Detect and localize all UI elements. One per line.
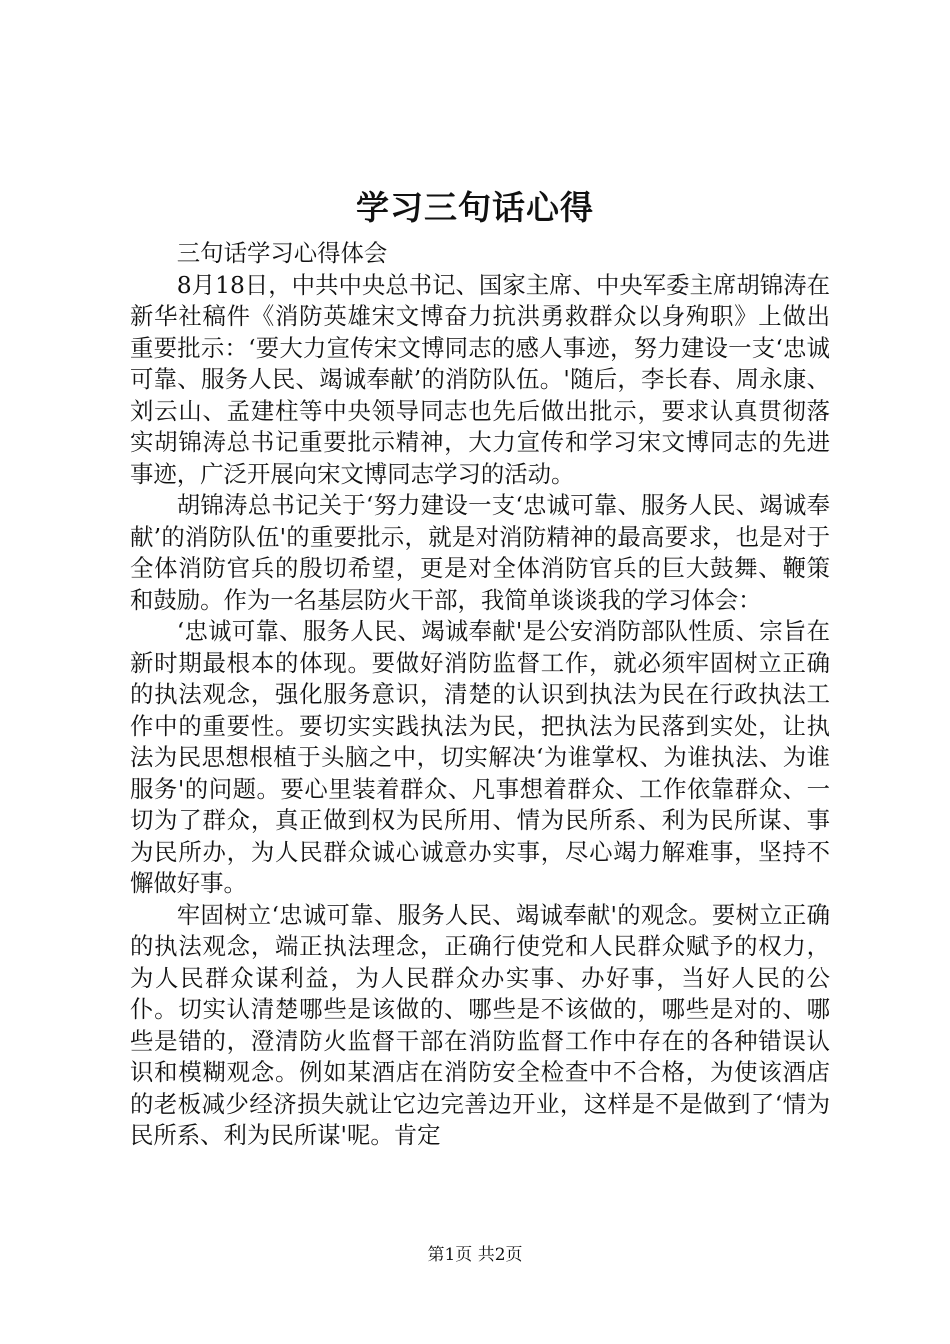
paragraph-3: ‘忠诚可靠、服务人民、竭诚奉献'是公安消防部队性质、宗旨在新时期最根本的体现。要做好消防监督工作，就必须牢固树立正确的执法观念，强化服务意识，清楚的认识到执法为民在行政执法工作中的重要性。要切实实践执法为民，把执法为民落到实处，让执法为民思想根植于头脑之中，切实解决‘为谁掌权、为谁执法、为谁服务'的问题。要心里装着群众、凡事想着群众、工作依靠群众、一切为了群众，真正做到权为民所用、情为民所系、利为民所谋、事为民所办，为人民群众诚心诚意办实事，尽心竭力解难事，坚持不懈做好事。: [130, 617, 830, 897]
document-title: 学习三句话心得: [356, 188, 594, 227]
paragraph-4: 牢固树立‘忠诚可靠、服务人民、竭诚奉献'的观念。要树立正确的执法观念，端正执法理念，正确行使党和人民群众赋予的权力，为人民群众谋利益，为人民群众办实事、办好事，当好人民的公仆。切实认清楚哪些是该做的、哪些是不该做的，哪些是对的、哪些是错的，澄清防火监督干部在消防监督工作中存在的各种错误认识和模糊观念。例如某酒店在消防安全检查中不合格，为使该酒店的老板减少经济损失就让它边完善边开业，这样是不是做到了‘情为民所系、利为民所谋'呢。肯定: [130, 900, 830, 1149]
paragraph-1: 8月18日，中共中央总书记、国家主席、中央军委主席胡锦涛在新华社稿件《消防英雄宋文博奋力抗洪勇救群众以身殉职》上做出重要批示：‘要大力宣传宋文博同志的感人事迹，努力建设一支‘忠诚可靠、服务人民、竭诚奉献’的消防队伍。'随后，李长春、周永康、刘云山、孟建柱等中央领导同志也先后做出批示，要求认真贯彻落实胡锦涛总书记重要批示精神，大力宣传和学习宋文博同志的先进事迹，广泛开展向宋文博同志学习的活动。: [130, 270, 830, 488]
document-body: [130, 238, 830, 1152]
paragraph-2: 胡锦涛总书记关于‘努力建设一支‘忠诚可靠、服务人民、竭诚奉献’的消防队伍'的重要批示，就是对消防精神的最高要求，也是对于全体消防官兵的殷切希望，更是对全体消防官兵的巨大鼓舞、鞭策和鼓励。作为一名基层防火干部，我简单谈谈我的学习体会：: [130, 491, 830, 614]
page-number-footer: 第1页 共2页: [427, 1245, 523, 1265]
document-subtitle: 三句话学习心得体会: [176, 239, 388, 267]
